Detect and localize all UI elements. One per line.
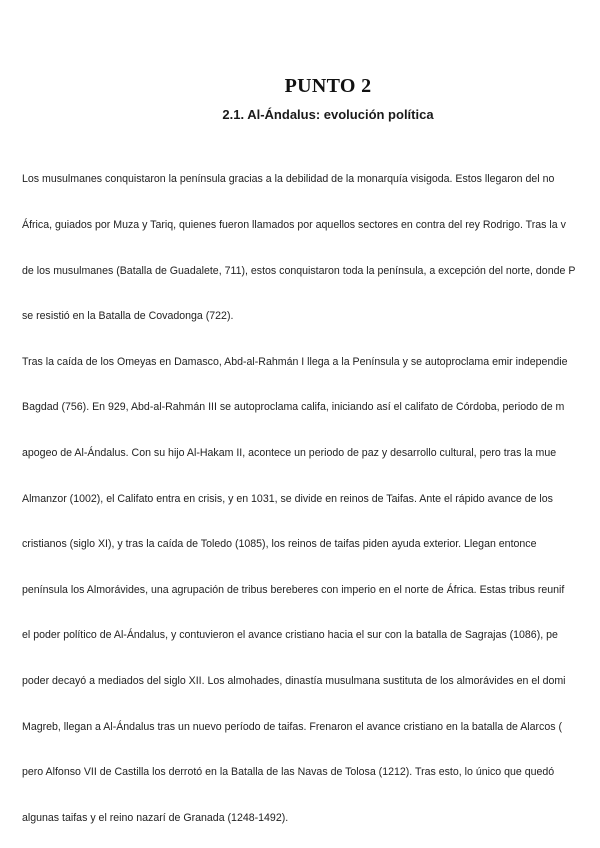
text-line: Almanzor (1002), el Califato entra en crisis, y en 1031, se divide en reinos de Taifas. Ante el rápido avance de los	[22, 492, 553, 505]
text-line: Tras la caída de los Omeyas en Damasco, Abd-al-Rahmán I llega a la Península y se autoproclama emir independie	[22, 355, 568, 368]
section-heading: 2.1. Al-Ándalus: evolución política	[222, 107, 434, 122]
text-line: el poder político de Al-Ándalus, y contuvieron el avance cristiano hacia el sur con la batalla de Sagrajas (1086), pe	[22, 629, 558, 642]
text-line: poder decayó a mediados del siglo XII. Los almohades, dinastía musulmana sustituta de los almorávides en el domi	[22, 674, 566, 687]
text-line: de los musulmanes (Batalla de Guadalete, 711), estos conquistaron toda la península, a excepción del norte, donde P	[22, 264, 576, 277]
text-line: se resistió en la Batalla de Covadonga (722).	[22, 310, 234, 323]
body-paragraphs	[22, 142, 600, 848]
text-line: apogeo de Al-Ándalus. Con su hijo Al-Hakam II, acontece un periodo de paz y desarrollo cultural, pero tras la mue	[22, 446, 557, 459]
text-line: cristianos (siglo XI), y tras la caída de Toledo (1085), los reinos de taifas piden ayuda exterior. Llegan entonce	[22, 538, 537, 551]
text-line: Bagdad (756). En 929, Abd-al-Rahmán III se autoproclama califa, iniciando así el califato de Córdoba, periodo de m	[22, 401, 565, 414]
page-title: PUNTO 2	[284, 75, 372, 97]
text-line: Magreb, llegan a Al-Ándalus tras un nuevo período de taifas. Frenaron el avance cristiano en la batalla de Alarcos (	[22, 720, 563, 733]
text-line: pero Alfonso VII de Castilla los derrotó en la Batalla de las Navas de Tolosa (1212). Tras esto, lo único que quedó	[22, 766, 555, 779]
text-line: África, guiados por Muza y Tariq, quienes fueron llamados por aquellos sectores en contra del rey Rodrigo. Tras la v	[22, 219, 566, 231]
text-line: algunas taifas y el reino nazarí de Granada (1248-1492).	[22, 811, 289, 824]
text-line: Los musulmanes conquistaron la península gracias a la debilidad de la monarquía visigoda. Estos llegaron del no	[22, 173, 555, 186]
text-line: península los Almorávides, una agrupación de tribus bereberes con imperio en el norte de África. Estas tribus reunif	[22, 583, 565, 596]
